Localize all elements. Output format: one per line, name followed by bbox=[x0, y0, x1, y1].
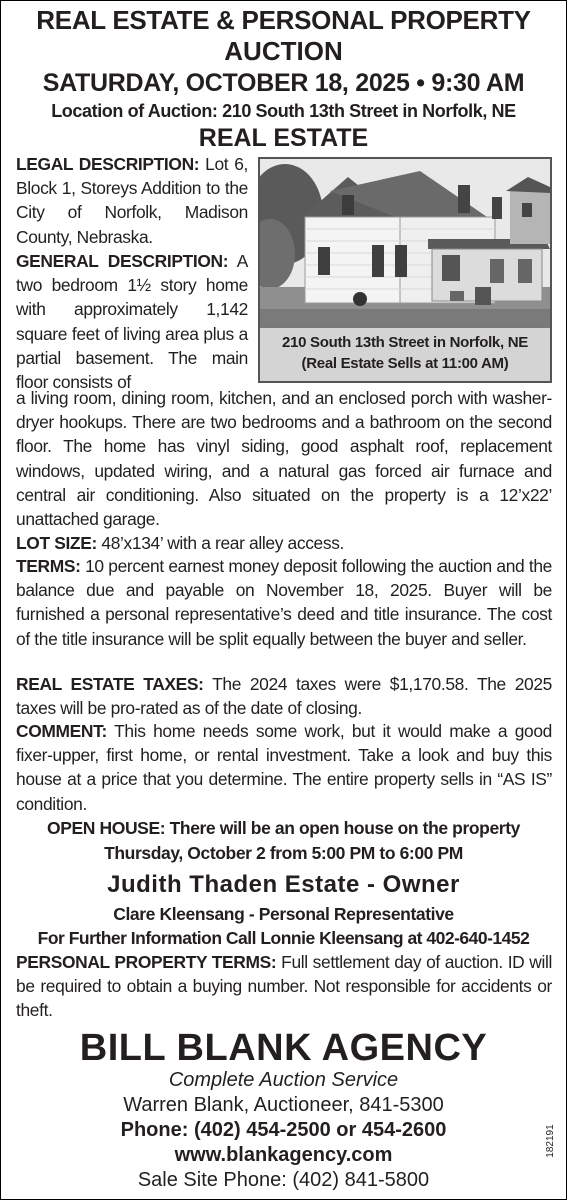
comment-label: COMMENT: bbox=[16, 721, 107, 741]
ad-title-line1: REAL ESTATE & PERSONAL PROPERTY bbox=[36, 5, 531, 35]
auction-location: Location of Auction: 210 South 13th Street in Norfolk, NE bbox=[51, 101, 516, 121]
legal-description-label: LEGAL DESCRIPTION: bbox=[16, 154, 200, 174]
real-estate-taxes-text: The 2024 taxes were $1,170.58. The 2025 taxes will be pro-rated as of the date of closing. bbox=[16, 674, 552, 719]
agency-name: BILL BLANK AGENCY bbox=[79, 1027, 488, 1069]
lot-size-text: 48’x134’ with a rear alley access. bbox=[96, 533, 345, 553]
auctioneer: Warren Blank, Auctioneer, 841-5300 bbox=[123, 1094, 444, 1116]
personal-property-terms bbox=[16, 950, 552, 1023]
legal-description-text: Lot 6, Block 1, Storeys Addition to the City of Norfolk, Madison County, Nebraska. bbox=[16, 154, 248, 247]
lot-size bbox=[16, 531, 552, 555]
house-image bbox=[260, 159, 550, 327]
section-heading-real-estate: REAL ESTATE bbox=[198, 124, 369, 152]
photo-caption-address: 210 South 13th Street in Norfolk, NE bbox=[282, 334, 528, 351]
photo-caption-sale-time: (Real Estate Sells at 11:00 AM) bbox=[301, 355, 509, 372]
real-estate-taxes bbox=[16, 672, 552, 720]
lot-size-label: LOT SIZE: bbox=[16, 533, 97, 553]
general-description-continued: a living room, dining room, kitchen, and an enclosed porch with washer-dryer hookups. There are two bedrooms and a bathroom on the second floor. The home has vinyl siding, good asphalt roof, replacement windows, updated wiring, and a natural gas forced air furnace and central air conditioning. Also situated on the property is a 12’x22’ unattached garage. bbox=[16, 388, 552, 530]
general-description-text-wrapped: A two bedroom 1½ story home with approximately 1,142 square feet of living area plus a partial basement. The main floor consists of bbox=[16, 251, 248, 393]
house-photo bbox=[258, 157, 552, 383]
real-estate-taxes-label: REAL ESTATE TAXES: bbox=[16, 674, 204, 694]
agency-website: www.blankagency.com bbox=[174, 1144, 393, 1166]
agency-phone: Phone: (402) 454-2500 or 454-2600 bbox=[120, 1119, 447, 1141]
personal-representative: Clare Kleensang - Personal Representative bbox=[113, 904, 454, 924]
legal-description bbox=[16, 152, 248, 249]
comment-text: This home needs some work, but it would make a good fixer-upper, first home, or rental investment. Take a look and buy this house at a price that you determine. The entire property sells in “AS IS” condition. bbox=[16, 721, 552, 814]
open-house-line1: OPEN HOUSE: There will be an open house on the property bbox=[47, 818, 520, 838]
comment bbox=[16, 719, 552, 816]
terms-label: TERMS: bbox=[16, 556, 81, 576]
sale-site-phone: Sale Site Phone: (402) 841-5800 bbox=[137, 1169, 430, 1191]
auction-date-time: SATURDAY, OCTOBER 18, 2025 • 9:30 AM bbox=[42, 69, 525, 97]
ad-code: 182191 bbox=[545, 1124, 556, 1158]
general-description-label: GENERAL DESCRIPTION: bbox=[16, 251, 229, 271]
photo-caption bbox=[260, 327, 550, 381]
open-house-line2: Thursday, October 2 from 5:00 PM to 6:00 PM bbox=[104, 843, 463, 863]
general-description bbox=[16, 249, 248, 394]
terms-text: 10 percent earnest money deposit following the auction and the balance due and payable on November 18, 2025. Buyer will be furnished a personal representative’s deed and title insurance. The cost of the title insurance will be split equally between the buyer and seller. bbox=[16, 556, 552, 649]
further-information: For Further Information Call Lonnie Kleensang at 402-640-1452 bbox=[37, 928, 530, 948]
owner-name: Judith Thaden Estate - Owner bbox=[107, 871, 460, 898]
terms bbox=[16, 554, 552, 651]
personal-property-terms-text: Full settlement day of auction. ID will be required to obtain a buying number. Not responsible for accidents or theft. bbox=[16, 952, 552, 1021]
ad-title-line2: AUCTION bbox=[224, 36, 343, 66]
open-house bbox=[1, 816, 566, 866]
agency-tagline: Complete Auction Service bbox=[168, 1069, 399, 1091]
personal-property-terms-label: PERSONAL PROPERTY TERMS: bbox=[16, 952, 277, 972]
